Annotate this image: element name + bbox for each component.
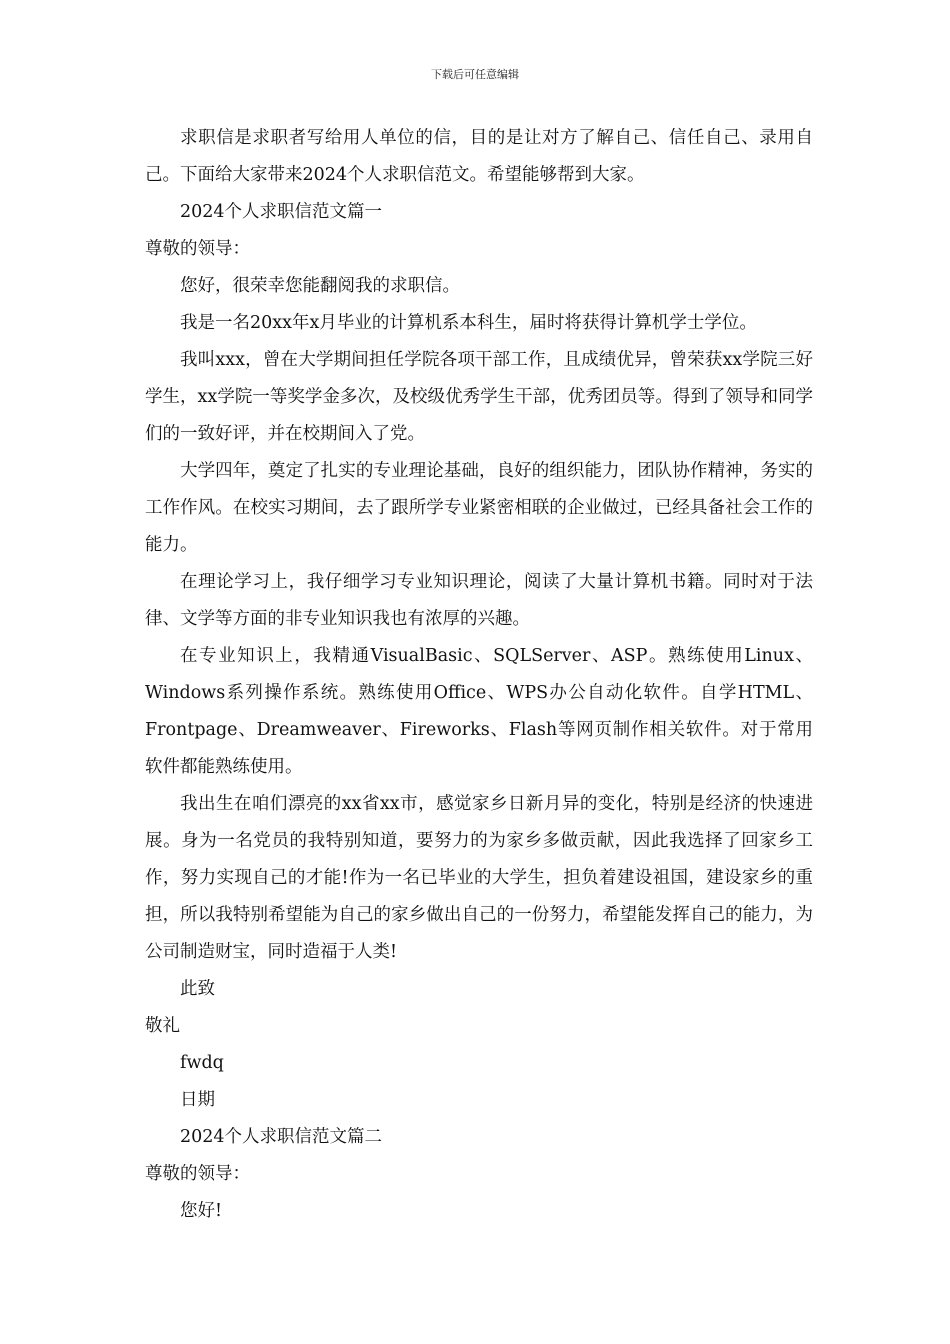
paragraph-experience: 我叫xxx，曾在大学期间担任学院各项干部工作，且成绩优异，曾荣获xx学院三好学生，xx学院一等奖学金多次，及校级优秀学生干部，优秀团员等。得到了领导和同学们的一致好评，并在校期间入了党。 bbox=[145, 350, 813, 444]
paragraph-skills: 在专业知识上，我精通VisualBasic、SQLServer、ASP。熟练使用Linux、Windows系列操作系统。熟练使用Office、WPS办公自动化软件。自学HTML、Frontpage、Dreamweaver、Fireworks、Flash等网页制作相关软件。对于常用软件都能熟练使用。 bbox=[145, 646, 813, 777]
section-heading-1: 2024个人求职信范文篇一 bbox=[180, 202, 383, 222]
signature-name: fwdq bbox=[180, 1053, 224, 1073]
salutation-1: 尊敬的领导： bbox=[145, 239, 250, 259]
greeting-1: 您好，很荣幸您能翻阅我的求职信。 bbox=[180, 276, 460, 296]
paragraph-graduate: 我是一名20xx年x月毕业的计算机系本科生，届时将获得计算机学士学位。 bbox=[180, 313, 757, 333]
salutation-2: 尊敬的领导： bbox=[145, 1164, 250, 1184]
page-header-caption: 下载后可任意编辑 bbox=[431, 68, 519, 81]
document-body bbox=[145, 120, 813, 1230]
paragraph-theory: 在理论学习上，我仔细学习专业知识理论，阅读了大量计算机书籍。同时对于法律、文学等方面的非专业知识我也有浓厚的兴趣。 bbox=[145, 572, 813, 629]
section-heading-2: 2024个人求职信范文篇二 bbox=[180, 1127, 383, 1147]
greeting-2: 您好! bbox=[180, 1201, 223, 1221]
paragraph-university: 大学四年，奠定了扎实的专业理论基础，良好的组织能力，团队协作精神，务实的工作作风。在校实习期间，去了跟所学专业紧密相联的企业做过，已经具备社会工作的能力。 bbox=[145, 461, 813, 555]
closing-jingli: 敬礼 bbox=[145, 1016, 180, 1036]
paragraph-intro: 求职信是求职者写给用人单位的信，目的是让对方了解自己、信任自己、录用自己。下面给大家带来2024个人求职信范文。希望能够帮到大家。 bbox=[145, 128, 813, 185]
signature-date: 日期 bbox=[180, 1090, 215, 1110]
paragraph-hometown: 我出生在咱们漂亮的xx省xx市，感觉家乡日新月异的变化，特别是经济的快速进展。身为一名党员的我特别知道，要努力的为家乡多做贡献，因此我选择了回家乡工作，努力实现自己的才能!作为一名已毕业的大学生，担负着建设祖国，建设家乡的重担，所以我特别希望能为自己的家乡做出自己的一份努力，希望能发挥自己的能力，为公司制造财宝，同时造福于人类! bbox=[145, 794, 813, 962]
closing-cizhi: 此致 bbox=[180, 979, 215, 999]
